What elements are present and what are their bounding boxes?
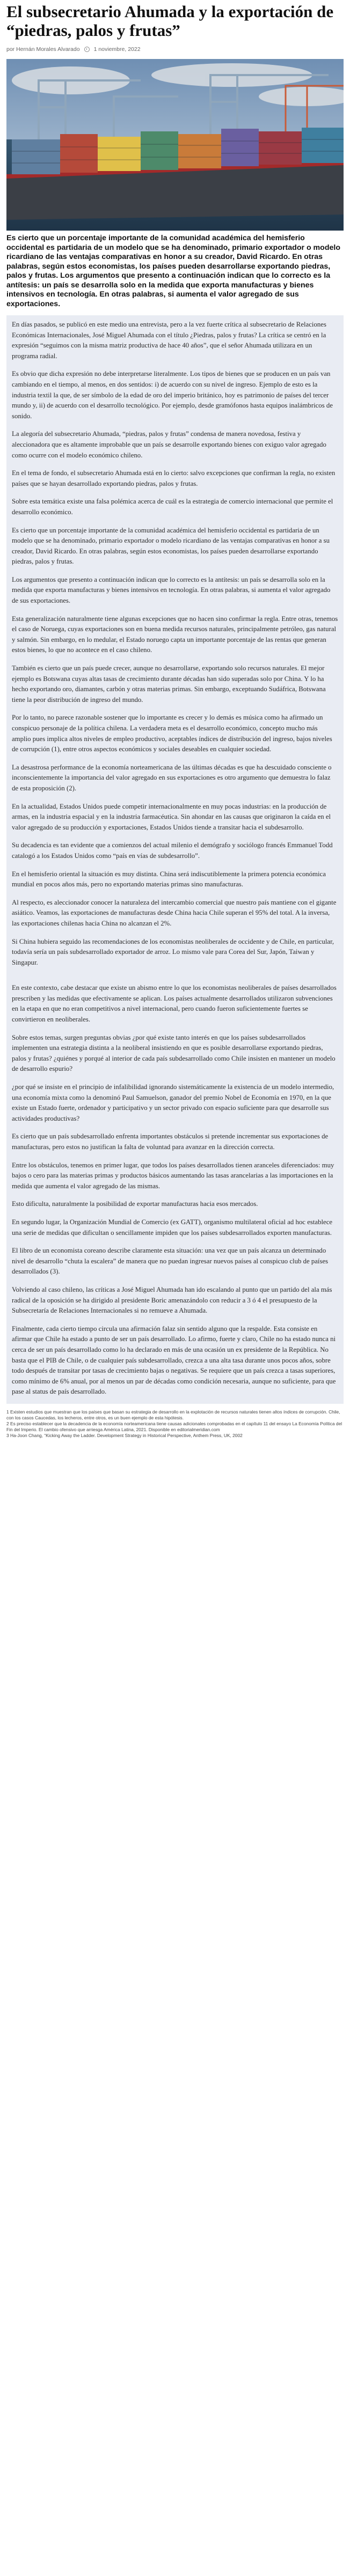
footnote: 1 Existen estudios que muestran que los países que basan su estrategia de desarrollo en la explotación de recursos naturales tienen altos índices de corrupción. Chile, con los casos Caucedas, los lecheros, entre otros, es un buen ejemplo de esta hipótesis.: [6, 1409, 340, 1420]
paragraph: Al respecto, es aleccionador conocer la naturaleza del intercambio comercial que nuestro país mantiene con el gigante asiático. Veamos, las exportaciones de manufacturas desde China hacia Chile superan el 95% del total. A la inversa, las exportaciones chilenas hacia China no alcanzan el 2%.: [12, 898, 337, 927]
author-link[interactable]: por Hernán Morales Alvarado: [6, 46, 80, 53]
paragraph: En este contexto, cabe destacar que existe un abismo entre lo que los economistas neoliberales de países desarrollados prescriben y las medidas que efectivamente se aplican. Los países actualmente desarrollados utilizaron subvenciones en la etapa en que no eran competitivos a nivel internacional, pero cuando fueron suficientemente fuertes se convirtieron en neoliberales.: [12, 984, 337, 1024]
paragraph: Si China hubiera seguido las recomendaciones de los economistas neoliberales de occidente y de Chile, en particular, todavía sería un país subdesarrollado exportador de arroz. Lo mismo vale para Corea del Sur, Japón, Taiwan y Singapur.: [12, 937, 334, 966]
article-lead: Es cierto que un porcentaje importante de la comunidad académica del hemisferio occidental es partidaria de un modelo que se ha denominado, primario exportador o modelo ricardiano de las ventajas comparativas en honor a su creador, David Ricardo. En otras palabras, según estos economistas, los países pueden desarrollarse exportando piedras, palos y frutas. Los argumentos que presento a continuación indican que lo correcto es la antítesis: un país se desarrolla solo en la medida que exporta manufacturas y bienes intensivos en tecnología. En otras palabras, si aumenta el valor agregado de sus exportaciones.: [6, 234, 340, 308]
publish-date: 1 noviembre, 2022: [93, 46, 141, 53]
paragraph: En el hemisferio oriental la situación es muy distinta. China será indiscutiblemente la primera potencia económica mundial en pocos años más, pero no exportando materias primas sino manufacturas.: [12, 870, 326, 889]
footnote: 2 Es preciso establecer que la decadencia de la economía norteamericana tiene causas adicionales comprobadas en el capítulo 11 del ensayo La Economía Política del Fin del Imperio. El cambio ofensivo que arriesga América Latina, 2021. Disponible en editorialmeridian.com: [6, 1420, 342, 1432]
paragraph: En el tema de fondo, el subsecretario Ahumada está en lo cierto: salvo excepciones que confirman la regla, no existen países que se hayan desarrollado exportando piedras, palos y frutas.: [12, 469, 336, 487]
paragraph: También es cierto que un país puede crecer, aunque no desarrollarse, exportando solo recursos naturales. El mejor ejemplo es Botswana cuyas altas tasas de crecimiento durante décadas han sido superadas solo por China. Y lo ha hecho exportando oro, diamantes, carbón y otras materias primas. Sin embargo, exceptuando Sudáfrica, Botswana tiene la peor distribución de ingreso del mundo.: [12, 664, 326, 704]
paragraph: Su decadencia es tan evidente que a comienzos del actual milenio el demógrafo y sociólogo francés Emmanuel Todd catalogó a los Estados Unidos como “país en vías de subdesarrollo”.: [12, 841, 333, 860]
paragraph: Entre los obstáculos, tenemos en primer lugar, que todos los países desarrollados tienen aranceles diferenciados: muy bajos o cero para las materias primas y productos básicos aumentando las tasas arancelarias a las importaciones en la medida que aumenta el valor agregado de las mismas.: [12, 1161, 334, 1190]
paragraph: La alegoría del subsecretario Ahumada, “piedras, palos y frutas” condensa de manera novedosa, festiva y aleccionadora que es altamente improbable que un país se desarrolle exportando bienes con exiguo valor agregado como ocurre con el modelo económico chileno.: [12, 430, 326, 459]
footnotes: [6, 1409, 344, 1439]
article-meta: [6, 45, 344, 54]
paragraph: Por lo tanto, no parece razonable sostener que lo importante es crecer y lo demás es música como ha afirmado un conspicuo personaje de la política chilena. La verdadera meta es el desarrollo económico, concepto mucho más amplio pues implica altos niveles de empleo productivo, aceptables índices de distribución del ingreso, bajos niveles de corrupción (1), entre otros aspectos económicos y sociales deseables en cualquier sociedad.: [12, 714, 332, 753]
paragraph: Es cierto que un porcentaje importante de la comunidad académica del hemisferio occidental es partidaria de un modelo que se ha denominado, primario exportador o modelo ricardiano de las ventajas comparativas en honor a su creador, David Ricardo. En otras palabras, según estos economistas, los países pueden desarrollarse exportando piedras, palos y frutas.: [12, 526, 330, 566]
paragraph: Es obvio que dicha expresión no debe interpretarse literalmente. Los tipos de bienes que se producen en un país van cambiando en el tiempo, al menos, en dos sentidos: i) de acuerdo con su nivel de ingreso. Ejemplo de esto es la industria textil la que, de ser símbolo de la edad de oro del imperio británico, hoy es patrimonio de países del tercer mundo y, ii) de acuerdo con el desarrollo tecnológico. Por ejemplo, desde gramófonos hasta equipos inalámbricos de sonido.: [12, 370, 333, 420]
paragraph: Volviendo al caso chileno, las críticas a José Miguel Ahumada han ido escalando al punto que un partido del ala más radical de la oposición se ha dirigido al presidente Boric amenazándolo con reducir a 3 ó 4 el presupuesto de la Subsecretaría de Relaciones Internacionales si no remueve a Ahumada.: [12, 1285, 332, 1315]
paragraph: Sobre estos temas, surgen preguntas obvias ¿por qué existe tanto interés en que los países subdesarrollados implementen una estrategia distinta a la neoliberal insistiendo en que es posible desarrollarse exportando piedras, palos y frutas? ¿quiénes y porqué al interior de cada país subdesarrollado como Chile insisten en mantener un modelo de desarrollo espurio?: [12, 1033, 336, 1073]
footnote: 3 Ha-Joon Chang, “Kicking Away the Ladder. Development Strategy in Historical Perspective, Anthem Press, UK, 2002: [6, 1432, 243, 1438]
article-title: El subsecretario Ahumada y la exportación de “piedras, palos y frutas”: [6, 2, 334, 40]
clock-icon: [84, 47, 90, 52]
paragraph: En segundo lugar, la Organización Mundial de Comercio (ex GATT), organismo multilateral oficial ad hoc establece una serie de medidas que dificultan o sencillamente impiden que los países subdesarrollados exporten manufacturas.: [12, 1218, 333, 1237]
paragraph: Esto dificulta, naturalmente la posibilidad de exportar manufacturas hacia esos mercados.: [12, 1200, 258, 1208]
paragraph: Finalmente, cada cierto tiempo circula una afirmación falaz sin sentido alguno que la respalde. Esta consiste en afirmar que Chile ha estado a punto de ser un país desarrollado. Lo afirmo, fuerte y claro, Chile no ha estado nunca ni cerca de ser un país desarrollado como lo ha declarado en más de una ocasión un ex presidente de la República. No basta que el PIB de Chile, o de cualquier país subdesarrollado, crezca a una alta tasa durante unos pocos años, sobre todo después de transitar por tasas de crecimiento bajas o negativas. Se requiere que un país crezca a tasas superiores, como mínimo de 6% anual, por al menos un par de décadas como condición necesaria, aunque no suficiente, para que pase al status de país desarrollado.: [12, 1324, 336, 1396]
paragraph: El libro de un economista coreano describe claramente esta situación: una vez que un país alcanza un determinado nivel de desarrollo “chuta la escalera” de manera que no puedan ingresar nuevos países al conspicuo club de países desarrollados (3).: [12, 1247, 329, 1276]
paragraph: Es cierto que un país subdesarrollado enfrenta importantes obstáculos si pretende incrementar sus exportaciones de manufacturas, pero estos no justifican la falta de voluntad para avanzar en la dirección correcta.: [12, 1132, 329, 1151]
hero-image-container-port: [6, 59, 344, 231]
paragraph: Los argumentos que presento a continuación indican que lo correcto es la antítesis: un país se desarrolla solo en la medida que exporta manufacturas y bienes intensivos en tecnología. En otras palabras, si aumenta el valor agregado de sus exportaciones.: [12, 575, 331, 605]
paragraph: En días pasados, se publicó en este medio una entrevista, pero a la vez fuerte crítica al subsecretario de Relaciones Económicas Internacionales, José Miguel Ahumada con el título ¿Piedras, palos y frutas? La crítica se centró en la expresión “seguimos con la misma matriz productiva de hace 40 años”, que el señor Ahumada utilizara en un programa radial.: [12, 321, 326, 360]
paragraph: La desastrosa performance de la economía norteamericana de las últimas décadas es que ha descuidado consciente o inconscientemente la importancia del valor agregado en sus exportaciones es otro argumento que demuestra lo falaz de esta proposición (2).: [12, 763, 332, 792]
paragraph: Esta generalización naturalmente tiene algunas excepciones que no hacen sino confirmar la regla. Entre otras, tenemos el caso de Noruega, cuyas exportaciones son en buena medida recursos naturales, principalmente petróleo, gas natural y salmón. Sin embargo, en lo medular, el Estado noruego capta un importante porcentaje de las rentas que generan estos bienes, lo que no acontece en el caso chileno.: [12, 615, 338, 654]
paragraph: En la actualidad, Estados Unidos puede competir internacionalmente en muy pocas industrias: en la producción de armas, en la industria espacial y en la industria farmacéutica. Sin ahondar en las causas que originaron la caída en el valor agregado de su producción y exportaciones, Estados Unidos tiende a transitar hacia el subdesarrollo.: [12, 802, 331, 831]
article-body: [6, 315, 344, 1404]
paragraph: Sobre esta temática existe una falsa polémica acerca de cuál es la estrategia de comercio internacional que permite el desarrollo económico.: [12, 498, 333, 516]
paragraph: ¿por qué se insiste en el principio de infalibilidad ignorando sistemáticamente la existencia de un modelo intermedio, una economía mixta como la denominó Paul Samuelson, ganador del premio Nobel de Economía en 1970, en la que existe un Estado fuerte, ordenador y participativo y un sector privado con espacio suficiente para que desarrolle sus actividades productivas?: [12, 1083, 334, 1122]
